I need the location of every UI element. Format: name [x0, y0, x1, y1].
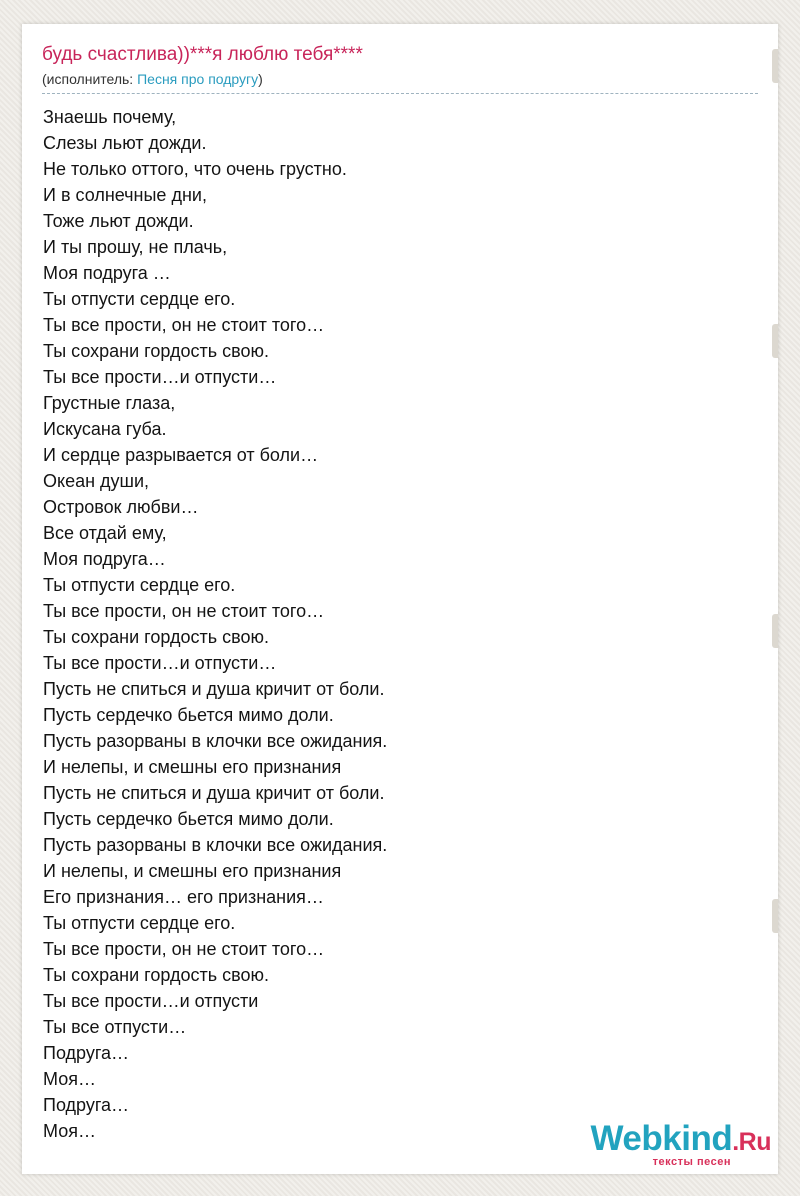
- lyric-line: Все отдай ему,: [43, 523, 167, 543]
- lyrics-card: [22, 24, 778, 1174]
- header-divider: [42, 93, 758, 94]
- webkind-logo[interactable]: [590, 1119, 771, 1168]
- lyric-line: Ты отпусти сердце его.: [43, 289, 236, 309]
- lyric-line: Океан души,: [43, 471, 150, 491]
- lyrics-text: [43, 104, 387, 1144]
- lyric-line: Ты все прости, он не стоит того…: [43, 601, 325, 621]
- song-header: [42, 43, 758, 89]
- lyric-line: Ты отпусти сердце его.: [43, 913, 236, 933]
- song-title: будь счастлива))***я люблю тебя****: [42, 44, 363, 65]
- lyric-line: Ты сохрани гордость свою.: [43, 341, 269, 361]
- lyric-line: Пусть разорваны в клочки все ожидания.: [43, 731, 388, 751]
- lyric-line: Моя подруга…: [43, 549, 166, 569]
- lyric-line: Ты сохрани гордость свою.: [43, 965, 269, 985]
- lyric-line: Пусть сердечко бьется мимо доли.: [43, 705, 334, 725]
- lyric-line: Ты все прости, он не стоит того…: [43, 939, 325, 959]
- lyric-line: Пусть не спиться и душа кричит от боли.: [43, 783, 385, 803]
- lyric-line: Грустные глаза,: [43, 393, 176, 413]
- lyric-line: Ты отпусти сердце его.: [43, 575, 236, 595]
- lyric-line: Искусана губа.: [43, 419, 167, 439]
- lyric-line: Моя подруга …: [43, 263, 171, 283]
- lyric-line: Островок любви…: [43, 497, 199, 517]
- lyric-line: Пусть не спиться и душа кричит от боли.: [43, 679, 385, 699]
- lyric-line: И нелепы, и смешны его признания: [43, 861, 342, 881]
- logo-tld: .Ru: [732, 1128, 771, 1156]
- lyric-line: Его признания… его признания…: [43, 887, 324, 907]
- lyric-line: Пусть сердечко бьется мимо доли.: [43, 809, 334, 829]
- performer-prefix: (исполнитель:: [42, 71, 138, 87]
- lyric-line: Ты все прости, он не стоит того…: [43, 315, 325, 335]
- side-decoration: [772, 614, 778, 648]
- lyric-line: Тоже льют дожди.: [43, 211, 194, 231]
- logo-main-text: Webkind: [590, 1119, 733, 1158]
- lyric-line: И нелепы, и смешны его признания: [43, 757, 342, 777]
- side-decoration: [772, 899, 778, 933]
- lyric-line: Знаешь почему,: [43, 107, 177, 127]
- side-decoration: [772, 49, 778, 83]
- lyric-line: Ты все прости…и отпусти…: [43, 367, 277, 387]
- lyric-line: И сердце разрывается от боли…: [43, 445, 319, 465]
- performer-suffix: ): [258, 71, 263, 87]
- lyric-line: И ты прошу, не плачь,: [43, 237, 228, 257]
- lyric-line: Моя…: [43, 1069, 96, 1089]
- logo-tagline: тексты песен: [652, 1156, 731, 1168]
- lyric-line: Пусть разорваны в клочки все ожидания.: [43, 835, 388, 855]
- lyric-line: Ты все отпусти…: [43, 1017, 187, 1037]
- lyric-line: Моя…: [43, 1121, 96, 1141]
- lyric-line: Ты сохрани гордость свою.: [43, 627, 269, 647]
- performer-link[interactable]: Песня про подругу: [137, 71, 259, 87]
- lyric-line: И в солнечные дни,: [43, 185, 207, 205]
- lyric-line: Слезы льют дожди.: [43, 133, 207, 153]
- performer-line: [42, 69, 758, 89]
- lyric-line: Ты все прости…и отпусти…: [43, 653, 277, 673]
- lyric-line: Подруга…: [43, 1043, 130, 1063]
- lyric-line: Ты все прости…и отпусти: [43, 991, 259, 1011]
- side-decoration: [772, 324, 778, 358]
- lyric-line: Подруга…: [43, 1095, 130, 1115]
- lyric-line: Не только оттого, что очень грустно.: [43, 159, 347, 179]
